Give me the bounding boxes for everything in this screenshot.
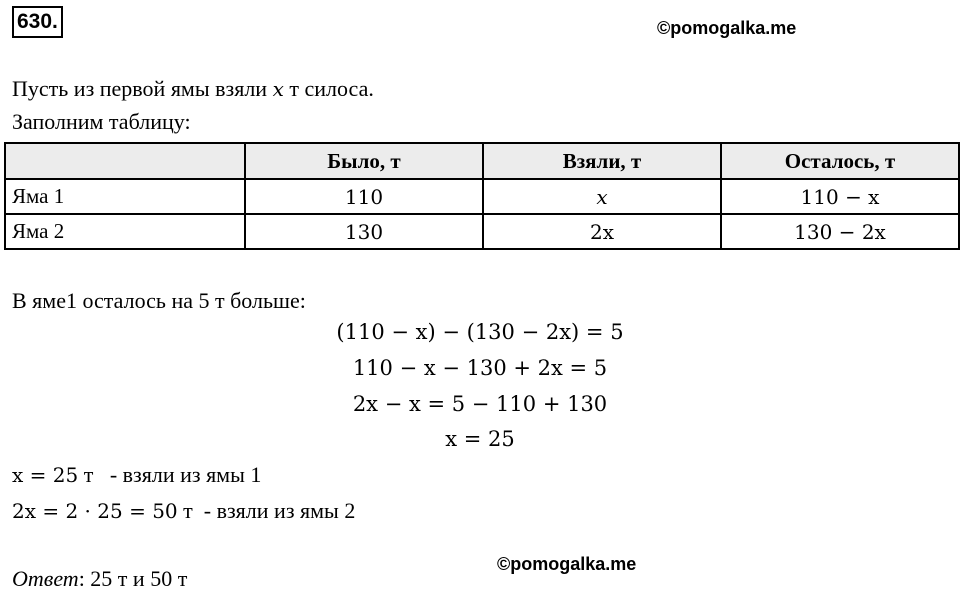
result-line-1 bbox=[12, 462, 261, 488]
row-label: Яма 2 bbox=[5, 214, 245, 249]
condition-text: В яме1 осталось на 5 т больше: bbox=[12, 288, 306, 313]
table-header-left: Осталось, т bbox=[721, 143, 959, 179]
table-header-empty bbox=[5, 143, 245, 179]
answer-line bbox=[12, 566, 187, 592]
equation-line: (110 − x) − (130 − 2x) = 5 bbox=[336, 320, 624, 344]
result-unit: т bbox=[83, 462, 94, 487]
intro-text-pre: Пусть из первой ямы взяли bbox=[12, 76, 268, 101]
cell-left: 110 − x bbox=[721, 179, 959, 214]
intro-variable: x bbox=[272, 77, 284, 101]
cell-was: 110 bbox=[245, 179, 483, 214]
row-label: Яма 1 bbox=[5, 179, 245, 214]
table-header-was: Было, т bbox=[245, 143, 483, 179]
intro-text-post: т силоса. bbox=[289, 76, 374, 101]
table-row bbox=[5, 179, 959, 214]
equation-line: 110 − x − 130 + 2x = 5 bbox=[352, 356, 608, 380]
table-header-taken: Взяли, т bbox=[483, 143, 721, 179]
cell-taken: x bbox=[483, 179, 721, 214]
intro-line-1 bbox=[12, 76, 374, 102]
cell-taken: 2x bbox=[483, 214, 721, 249]
problem-number: 630. bbox=[12, 6, 63, 38]
data-table bbox=[4, 142, 960, 250]
cell-was: 130 bbox=[245, 214, 483, 249]
result-note: - взяли из ямы 2 bbox=[203, 498, 356, 523]
equation-line: 2x − x = 5 − 110 + 130 bbox=[352, 392, 608, 416]
result-note: - взяли из ямы 1 bbox=[109, 462, 262, 487]
answer-text: : 25 т и 50 т bbox=[78, 566, 188, 591]
result-math: x = 25 bbox=[12, 463, 79, 487]
watermark-bottom: ©pomogalka.me bbox=[497, 554, 637, 574]
cell-left: 130 − 2x bbox=[721, 214, 959, 249]
equation-line: x = 25 bbox=[445, 427, 515, 451]
watermark-top: ©pomogalka.me bbox=[657, 18, 797, 38]
result-math: 2x = 2 · 25 = 50 bbox=[12, 499, 178, 523]
result-unit: т bbox=[183, 498, 193, 523]
result-line-2 bbox=[12, 498, 355, 524]
table-header-row bbox=[5, 143, 959, 179]
intro-line-2: Заполним таблицу: bbox=[12, 109, 191, 134]
answer-label: Ответ bbox=[12, 566, 79, 591]
table-row bbox=[5, 214, 959, 249]
